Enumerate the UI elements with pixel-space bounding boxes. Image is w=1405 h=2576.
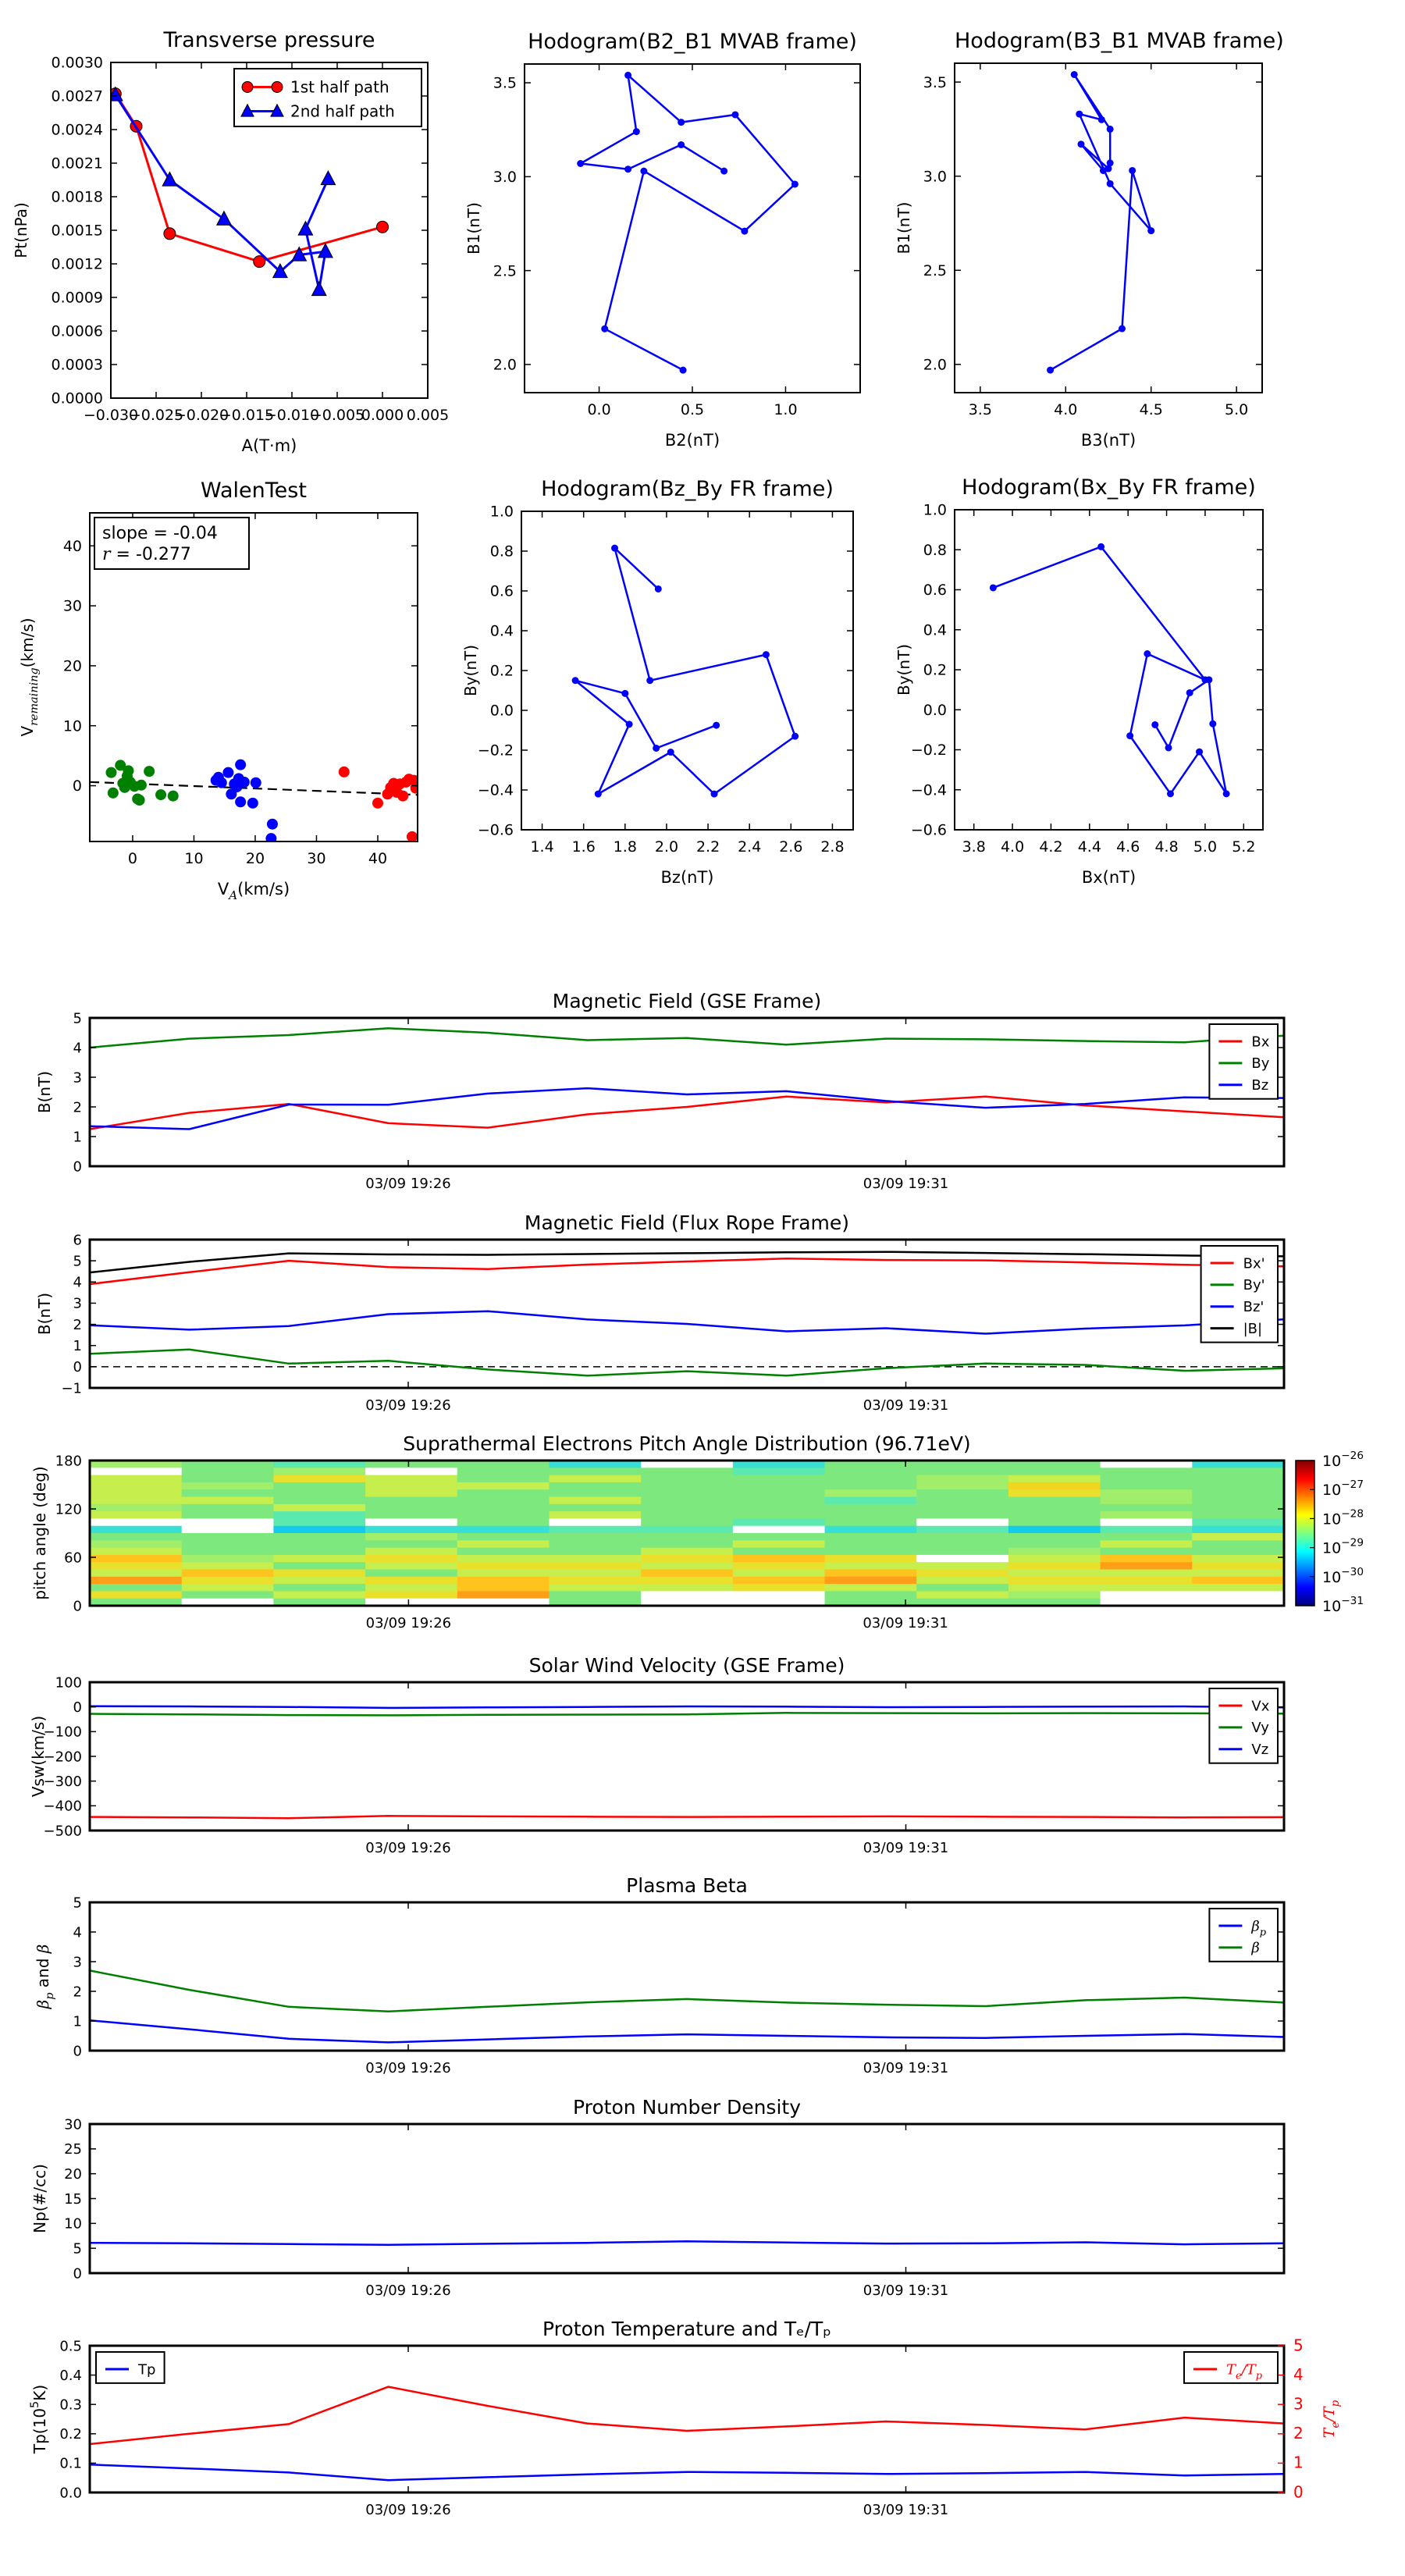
svg-text:5: 5 xyxy=(1293,2336,1304,2355)
series-By xyxy=(90,1028,1284,1051)
svg-text:0: 0 xyxy=(73,1699,82,1716)
series-Bx' xyxy=(90,1258,1284,1284)
svg-text:2: 2 xyxy=(73,1099,82,1116)
svg-text:Bx': Bx' xyxy=(1243,1255,1265,1272)
series-Te/Tp xyxy=(90,2387,1284,2444)
svg-text:10−26: $10^{-26}$ xyxy=(1322,1450,1364,1470)
svg-text:03/09 19:26: 03/09 19:26 xyxy=(365,1176,451,1192)
svg-text:1.8: 1.8 xyxy=(613,838,637,856)
panel-p7 xyxy=(35,1010,1284,1192)
svg-text:4.0: 4.0 xyxy=(1000,838,1025,856)
svg-text:B2(nT): B2(nT) xyxy=(664,431,720,450)
svg-text:5: 5 xyxy=(73,2240,82,2258)
svg-text:03/09 19:26: 03/09 19:26 xyxy=(365,1615,452,1631)
svg-text:−300: −300 xyxy=(43,1773,82,1790)
svg-text:2.0: 2.0 xyxy=(923,356,947,374)
svg-text:1.0: 1.0 xyxy=(774,401,798,418)
legend xyxy=(234,69,422,126)
panel-title-plasma-beta: Plasma Beta xyxy=(626,1874,748,1897)
svg-text:0.0: 0.0 xyxy=(923,701,947,719)
svg-text:03/09 19:26: 03/09 19:26 xyxy=(365,1840,451,1856)
svg-text:−500: −500 xyxy=(43,1823,82,1840)
svg-text:Pt(nPa): Pt(nPa) xyxy=(12,202,30,258)
svg-text:5.2: 5.2 xyxy=(1232,838,1256,856)
panel-title-pitch-angle: Suprathermal Electrons Pitch Angle Distribution (96.71eV) xyxy=(403,1432,971,1455)
svg-text:4.4: 4.4 xyxy=(1077,838,1101,856)
svg-text:0.0024: 0.0024 xyxy=(51,121,103,139)
svg-text:3: 3 xyxy=(1293,2394,1304,2414)
series-Vy xyxy=(90,1713,1284,1715)
svg-text:03/09 19:31: 03/09 19:31 xyxy=(863,1615,948,1631)
svg-text:βp: $\beta_p$ xyxy=(1251,1918,1267,1939)
svg-text:2: 2 xyxy=(1293,2424,1304,2443)
panel-title-hodogram-bzby: Hodogram(Bz_By FR frame) xyxy=(541,477,834,501)
panel-p9 xyxy=(30,1450,1364,1631)
svg-text:Np(#/cc): Np(#/cc) xyxy=(30,2164,49,2233)
panel-title-hodogram-b3b1: Hodogram(B3_B1 MVAB frame) xyxy=(955,29,1284,53)
svg-text:0.2: 0.2 xyxy=(59,2426,82,2443)
svg-text:Bz': Bz' xyxy=(1243,1299,1264,1316)
svg-text:1: 1 xyxy=(73,1129,82,1146)
svg-text:−0.6: −0.6 xyxy=(477,821,514,839)
svg-text:0.6: 0.6 xyxy=(923,582,947,600)
series-Vx xyxy=(90,1816,1284,1818)
svg-text:slope = -0.04: slope = -0.04 xyxy=(102,524,218,543)
svg-text:Vx: Vx xyxy=(1251,1698,1270,1715)
svg-text:15: 15 xyxy=(64,2190,82,2208)
svg-text:0: 0 xyxy=(73,2043,82,2060)
svg-text:03/09 19:26: 03/09 19:26 xyxy=(365,2060,451,2076)
svg-text:1.0: 1.0 xyxy=(489,503,514,521)
svg-text:By: By xyxy=(1251,1055,1270,1073)
svg-text:Te/Tp: $T_e/T_p$ xyxy=(1226,2361,1263,2382)
svg-text:0.4: 0.4 xyxy=(923,621,947,639)
svg-text:B(nT): B(nT) xyxy=(35,1292,54,1336)
panel-p3 xyxy=(895,63,1262,450)
svg-text:03/09 19:31: 03/09 19:31 xyxy=(863,2502,949,2518)
panel-p2 xyxy=(464,64,860,450)
svg-text:2.2: 2.2 xyxy=(695,838,720,856)
svg-text:0.0027: 0.0027 xyxy=(51,87,103,105)
svg-text:A(T·m): A(T·m) xyxy=(241,436,297,455)
svg-text:Bz: Bz xyxy=(1251,1077,1269,1094)
svg-text:10−31: $10^{-31}$ xyxy=(1322,1595,1364,1615)
svg-text:0.0: 0.0 xyxy=(59,2485,82,2502)
legend xyxy=(1209,1688,1278,1763)
svg-text:B1(nT): B1(nT) xyxy=(464,202,483,254)
series-hodogram path xyxy=(577,72,799,374)
svg-text:4: 4 xyxy=(1293,2364,1304,2384)
panel-p5 xyxy=(461,503,853,887)
svg-text:4.2: 4.2 xyxy=(1039,838,1063,856)
svg-text:1.4: 1.4 xyxy=(530,838,554,856)
svg-text:2.5: 2.5 xyxy=(923,262,947,279)
svg-text:40: 40 xyxy=(62,537,82,555)
svg-text:10−30: $10^{-30}$ xyxy=(1322,1565,1364,1586)
svg-text:2: 2 xyxy=(73,1984,82,2001)
svg-text:5: 5 xyxy=(73,1895,82,1912)
panel-p10 xyxy=(29,1674,1284,1856)
series-Bz xyxy=(90,1088,1284,1129)
svg-text:By(nT): By(nT) xyxy=(895,643,913,696)
svg-text:0.0000: 0.0000 xyxy=(51,390,103,407)
svg-text:30: 30 xyxy=(307,850,326,867)
svg-text:−0.6: −0.6 xyxy=(910,821,947,839)
svg-text:3.5: 3.5 xyxy=(923,73,947,91)
legend xyxy=(1201,1246,1278,1343)
svg-text:1.6: 1.6 xyxy=(571,838,596,856)
svg-text:10−28: $10^{-28}$ xyxy=(1322,1507,1364,1528)
series-Tp xyxy=(90,2464,1284,2480)
svg-text:VA(km/s): $V_A(km/s)$ xyxy=(217,880,290,902)
svg-text:−0.2: −0.2 xyxy=(910,742,947,760)
svg-text:03/09 19:31: 03/09 19:31 xyxy=(863,1397,949,1414)
svg-text:3.5: 3.5 xyxy=(493,74,517,92)
svg-text:3: 3 xyxy=(73,1069,82,1087)
svg-text:4.5: 4.5 xyxy=(1139,401,1163,418)
svg-text:0.5: 0.5 xyxy=(680,401,705,418)
svg-text:2nd half path: 2nd half path xyxy=(290,101,395,121)
svg-text:60: 60 xyxy=(64,1550,82,1567)
series-Bz' xyxy=(90,1311,1284,1334)
svg-text:βp and β: $\beta_p$ and β xyxy=(34,1944,56,2009)
svg-text:β: β xyxy=(1251,1940,1260,1957)
panel-title-bfield-gse: Magnetic Field (GSE Frame) xyxy=(552,990,822,1012)
svg-text:Bz(nT): Bz(nT) xyxy=(660,868,714,887)
svg-text:0.6: 0.6 xyxy=(489,582,514,600)
scatter-2nd half xyxy=(339,767,422,842)
svg-text:03/09 19:31: 03/09 19:31 xyxy=(863,1176,949,1192)
svg-text:Vz: Vz xyxy=(1251,1742,1269,1759)
scatter-middle xyxy=(211,760,278,844)
svg-text:r = -0.277: r = -0.277 xyxy=(102,545,191,564)
svg-text:Bx: Bx xyxy=(1251,1034,1270,1051)
svg-text:10: 10 xyxy=(184,850,204,867)
panel-p8 xyxy=(35,1232,1284,1414)
svg-text:0.1: 0.1 xyxy=(59,2455,82,2472)
series-hodogram path xyxy=(1047,71,1154,374)
panel-title-velocity: Solar Wind Velocity (GSE Frame) xyxy=(528,1654,845,1677)
scatter-1st half xyxy=(105,760,178,806)
svg-text:−0.020: −0.020 xyxy=(173,407,229,424)
svg-text:−0.030: −0.030 xyxy=(83,407,139,424)
svg-text:2.0: 2.0 xyxy=(654,838,679,856)
svg-text:2.0: 2.0 xyxy=(493,356,517,374)
svg-text:03/09 19:26: 03/09 19:26 xyxy=(365,2282,451,2299)
svg-text:0.0030: 0.0030 xyxy=(51,54,103,72)
svg-text:0.5: 0.5 xyxy=(59,2338,82,2355)
svg-text:5: 5 xyxy=(73,1253,82,1270)
svg-text:By': By' xyxy=(1243,1277,1265,1294)
svg-text:3: 3 xyxy=(73,1954,82,1971)
panel-p12 xyxy=(30,2116,1284,2299)
svg-text:5: 5 xyxy=(73,1010,82,1027)
svg-text:−0.010: −0.010 xyxy=(264,407,320,424)
svg-text:0: 0 xyxy=(73,1158,82,1176)
svg-text:−0.015: −0.015 xyxy=(219,407,275,424)
svg-text:−200: −200 xyxy=(43,1749,82,1766)
svg-text:2.6: 2.6 xyxy=(779,838,803,856)
svg-text:03/09 19:31: 03/09 19:31 xyxy=(863,2282,949,2299)
svg-text:25: 25 xyxy=(64,2141,82,2158)
panel-p6 xyxy=(895,502,1263,887)
svg-text:B1(nT): B1(nT) xyxy=(895,201,913,254)
svg-text:120: 120 xyxy=(55,1501,82,1518)
svg-text:0.0021: 0.0021 xyxy=(51,155,103,173)
svg-text:20: 20 xyxy=(62,657,82,675)
svg-text:−0.025: −0.025 xyxy=(128,407,184,424)
panel-title-temperature: Proton Temperature and Tₑ/Tₚ xyxy=(542,2318,831,2340)
svg-text:0: 0 xyxy=(73,2265,82,2282)
svg-text:−0.4: −0.4 xyxy=(477,781,514,799)
svg-text:−400: −400 xyxy=(43,1798,82,1815)
svg-text:30: 30 xyxy=(64,2116,82,2133)
svg-text:0.8: 0.8 xyxy=(489,543,514,560)
svg-text:100: 100 xyxy=(55,1674,82,1692)
svg-text:1: 1 xyxy=(73,1338,82,1355)
svg-text:By(nT): By(nT) xyxy=(461,644,480,697)
series-Bx xyxy=(90,1097,1284,1130)
svg-text:5.0: 5.0 xyxy=(1225,401,1249,418)
panel-title-transverse-pressure: Transverse pressure xyxy=(163,28,375,52)
svg-text:0.0003: 0.0003 xyxy=(51,356,103,374)
svg-text:03/09 19:31: 03/09 19:31 xyxy=(863,2060,949,2076)
svg-text:0.8: 0.8 xyxy=(923,541,947,559)
svg-text:30: 30 xyxy=(62,597,82,615)
svg-text:−1: −1 xyxy=(61,1380,82,1397)
legend xyxy=(96,2352,165,2383)
panel-title-hodogram-bxby: Hodogram(Bx_By FR frame) xyxy=(962,475,1256,500)
svg-text:0.4: 0.4 xyxy=(489,622,514,640)
svg-text:−0.4: −0.4 xyxy=(910,781,947,799)
svg-text:4.6: 4.6 xyxy=(1116,838,1140,856)
svg-text:0.2: 0.2 xyxy=(489,662,514,680)
series-hodogram path xyxy=(990,543,1230,797)
svg-text:0.3: 0.3 xyxy=(59,2396,82,2414)
svg-text:2.4: 2.4 xyxy=(738,838,762,856)
legend xyxy=(1209,1909,1278,1962)
svg-text:|B|: |B| xyxy=(1243,1320,1263,1337)
panel-title-density: Proton Number Density xyxy=(573,2096,801,2119)
svg-text:10: 10 xyxy=(64,2215,82,2233)
heatmap-cells xyxy=(90,1461,1285,1606)
series-beta xyxy=(90,1970,1284,2011)
svg-text:3: 3 xyxy=(73,1295,82,1312)
svg-text:0.4: 0.4 xyxy=(59,2367,82,2384)
svg-text:3.5: 3.5 xyxy=(968,401,992,418)
svg-text:0.0015: 0.0015 xyxy=(51,222,103,240)
svg-text:1st half path: 1st half path xyxy=(290,77,389,97)
svg-text:2: 2 xyxy=(73,1316,82,1333)
svg-text:03/09 19:26: 03/09 19:26 xyxy=(365,2502,451,2518)
svg-text:Vremaining(km/s): $V_{remaining}(km/s)$ xyxy=(18,617,41,737)
series-Vz xyxy=(90,1706,1284,1708)
legend xyxy=(1209,1024,1278,1099)
svg-text:20: 20 xyxy=(64,2165,82,2183)
svg-text:0: 0 xyxy=(72,777,82,795)
svg-text:Tp(105K): $Tp(10^5K)$ xyxy=(29,2384,49,2454)
svg-text:0.0018: 0.0018 xyxy=(51,188,103,206)
svg-text:6: 6 xyxy=(73,1232,82,1249)
svg-text:3.8: 3.8 xyxy=(962,838,986,856)
svg-text:2.8: 2.8 xyxy=(820,838,845,856)
svg-text:03/09 19:26: 03/09 19:26 xyxy=(365,1397,451,1414)
svg-text:Te/Tp: $T_e/T_p$ xyxy=(1321,2400,1342,2439)
svg-text:4: 4 xyxy=(73,1274,82,1291)
panel-p13 xyxy=(29,2336,1342,2518)
svg-text:0.0: 0.0 xyxy=(489,702,514,720)
svg-text:0.0006: 0.0006 xyxy=(51,322,103,340)
svg-text:−100: −100 xyxy=(43,1724,82,1741)
svg-text:0: 0 xyxy=(127,850,138,867)
svg-text:10: 10 xyxy=(62,717,82,735)
annotation-slope-r xyxy=(94,518,249,569)
svg-text:−0.005: −0.005 xyxy=(309,407,365,424)
svg-text:Bx(nT): Bx(nT) xyxy=(1081,868,1136,887)
series-hodogram path xyxy=(572,545,799,798)
svg-text:0.0009: 0.0009 xyxy=(51,289,103,307)
svg-text:4.8: 4.8 xyxy=(1154,838,1179,856)
svg-text:0: 0 xyxy=(1293,2482,1304,2502)
svg-text:10−27: $10^{-27}$ xyxy=(1322,1478,1364,1500)
svg-text:2.5: 2.5 xyxy=(493,262,517,280)
svg-text:20: 20 xyxy=(245,850,265,867)
svg-text:180: 180 xyxy=(55,1453,82,1470)
svg-text:03/09 19:31: 03/09 19:31 xyxy=(863,1840,949,1856)
svg-text:1: 1 xyxy=(1293,2453,1304,2472)
svg-text:Tp: Tp xyxy=(138,2361,156,2379)
svg-text:4: 4 xyxy=(73,1040,82,1057)
panel-p11 xyxy=(34,1895,1284,2076)
svg-text:4: 4 xyxy=(73,1924,82,1941)
panel-p4 xyxy=(18,513,422,902)
svg-text:0.0: 0.0 xyxy=(587,401,611,418)
svg-text:1.0: 1.0 xyxy=(923,501,947,519)
svg-text:0: 0 xyxy=(73,1359,82,1376)
svg-text:−0.2: −0.2 xyxy=(477,742,514,760)
panel-title-walen-test: WalenTest xyxy=(201,479,307,503)
svg-text:0.005: 0.005 xyxy=(406,407,450,424)
svg-text:0.2: 0.2 xyxy=(923,661,947,679)
svg-text:pitch angle (deg): pitch angle (deg) xyxy=(30,1466,49,1600)
svg-text:10−29: $10^{-29}$ xyxy=(1322,1536,1364,1557)
svg-text:B3(nT): B3(nT) xyxy=(1080,431,1136,450)
svg-text:0.000: 0.000 xyxy=(361,407,404,424)
svg-text:3.0: 3.0 xyxy=(493,168,517,186)
svg-text:0: 0 xyxy=(73,1598,82,1615)
svg-text:Vy: Vy xyxy=(1251,1720,1269,1737)
svg-text:0.0012: 0.0012 xyxy=(51,255,103,273)
series-beta_p xyxy=(90,2020,1284,2042)
svg-text:1: 1 xyxy=(73,2013,82,2030)
svg-text:5.0: 5.0 xyxy=(1193,838,1218,856)
svg-text:3.0: 3.0 xyxy=(923,168,947,186)
series-Np xyxy=(90,2241,1284,2244)
colorbar xyxy=(1296,1450,1364,1615)
svg-text:4.0: 4.0 xyxy=(1054,401,1078,418)
svg-text:Vsw(km/s): Vsw(km/s) xyxy=(29,1715,48,1798)
svg-text:40: 40 xyxy=(368,850,388,867)
panel-title-bfield-fr: Magnetic Field (Flux Rope Frame) xyxy=(524,1212,850,1234)
svg-text:B(nT): B(nT) xyxy=(35,1070,54,1114)
legend2 xyxy=(1184,2352,1278,2383)
series-By' xyxy=(90,1350,1284,1376)
panel-title-hodogram-b2b1: Hodogram(B2_B1 MVAB frame) xyxy=(528,30,857,54)
panel-p1 xyxy=(12,55,449,455)
